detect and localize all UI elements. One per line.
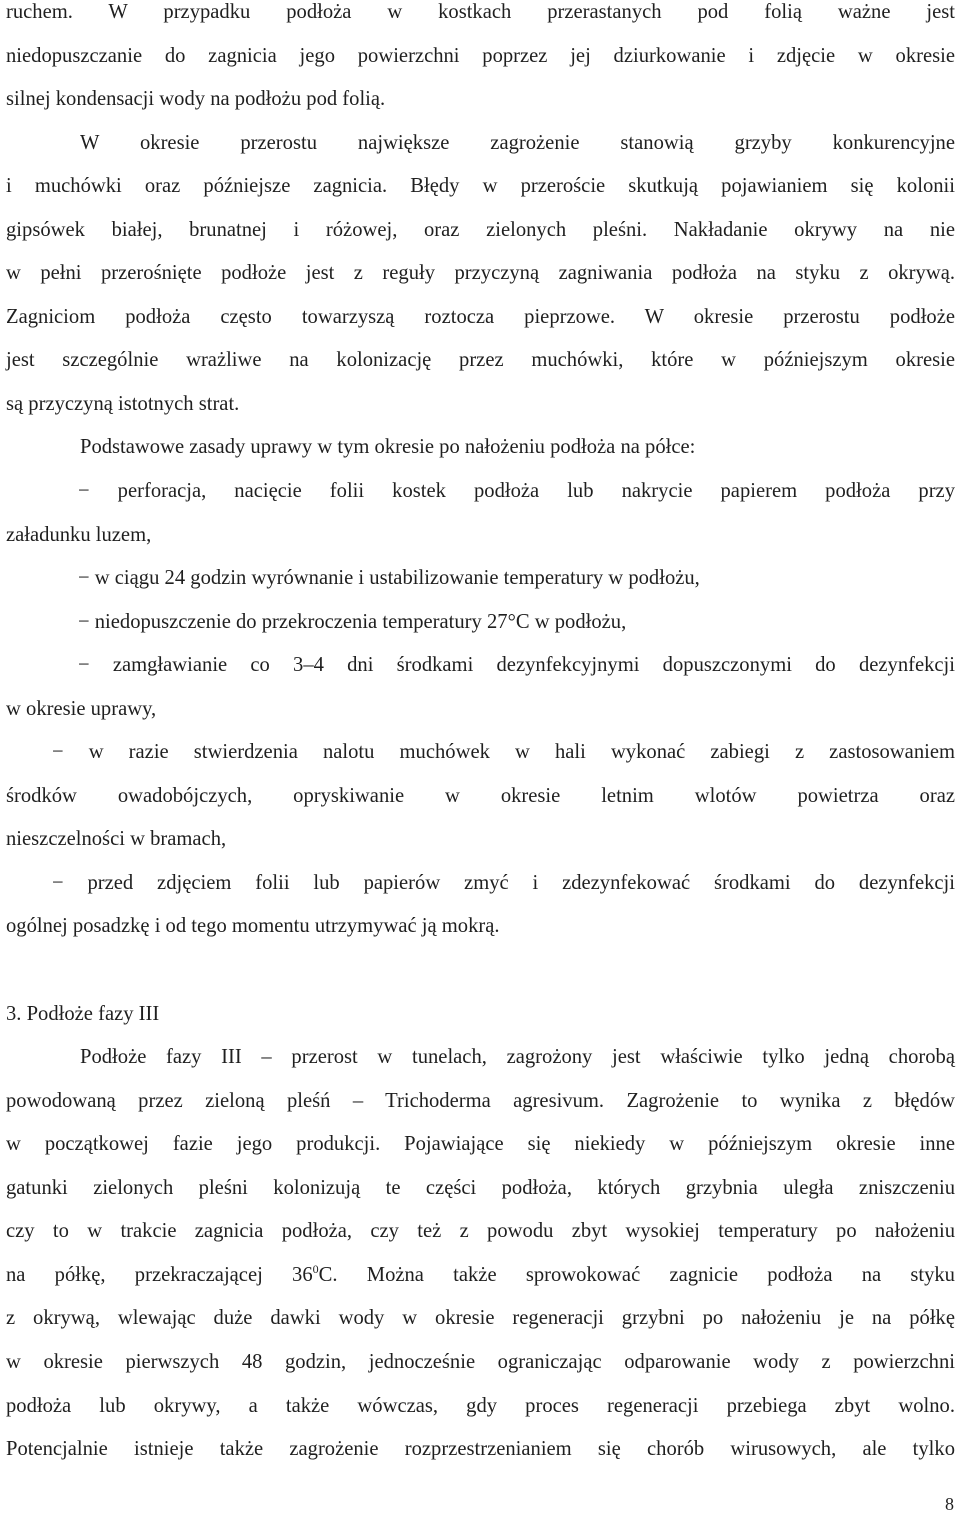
text-line: powodowaną przez zieloną pleśń – Trichoderma agresivum. Zagrożenie to wynika z błędów [6,1089,955,1112]
list-item: − w razie stwierdzenia nalotu muchówek w hali wykonać zabiegi z zastosowaniem [52,741,955,764]
list-item-continuation: nieszczelności w bramach, [6,828,227,851]
text-line: ruchem. W przypadku podłoża w kostkach przerastanych pod folią ważne jest [6,1,955,23]
text-fragment: na półkę, przekraczającej 36 [6,1263,313,1286]
list-item-continuation: w okresie uprawy, [6,697,157,720]
rules-intro: Podstawowe zasady uprawy w tym okresie po nałożeniu podłoża na półce: [80,436,696,459]
text-line: gipsówek białej, brunatnej i różowej, oraz zielonych pleśni. Nakładanie okrywy na nie [6,218,955,241]
list-item: − przed zdjęciem folii lub papierów zmyć i zdezynfekować środkami do dezynfekcji [52,871,955,894]
text-line: W okresie przerostu największe zagrożenie stanowią grzyby konkurencyjne [80,131,955,154]
text-line: czy to w trakcie zagnicia podłoża, czy też z powodu zbyt wysokiej temperatury po nałożeniu [6,1220,955,1243]
list-item: − zamgławianie co 3–4 dni środkami dezynfekcyjnymi dopuszczonymi do dezynfekcji [78,654,955,677]
text-line [6,1254,955,1298]
text-line: podłoża lub okrywy, a także wówczas, gdy proces regeneracji przebiega zbyt wolno. [6,1394,955,1417]
text-line: Potencjalnie istnieje także zagrożenie rozprzestrzenianiem się chorób wirusowych, ale tylko [6,1438,955,1461]
list-item-continuation: załadunku luzem, [6,523,152,546]
list-item-continuation: ogólnej posadzkę i od tego momentu utrzymywać ją mokrą. [6,915,500,938]
text-line: z okrywą, wlewając duże dawki wody w okresie regeneracji grzybni po nałożeniu je na półkę [6,1307,955,1330]
rules-list [6,426,955,949]
text-line: Podłoże fazy III – przerost w tunelach, zagrożony jest właściwie tylko jedną chorobą [80,1046,955,1069]
list-item: − w ciągu 24 godzin wyrównanie i ustabilizowanie temperatury w podłożu, [78,567,700,590]
document-page [6,0,955,1472]
list-item-continuation: środków owadobójczych, opryskiwanie w okresie letnim wlotów powietrza oraz [6,784,955,807]
paragraph-faza-iii [6,1036,955,1471]
superscript: 0 [312,1261,319,1276]
text-line: Zagniciom podłoża często towarzyszą roztocza pieprzowe. W okresie przerostu podłoże [6,305,955,328]
section-heading: 3. Podłoże fazy III [6,1002,160,1025]
list-item: − niedopuszczenie do przekroczenia temperatury 27°C w podłożu, [78,610,627,633]
text-line: są przyczyną istotnych strat. [6,392,240,415]
text-line: w początkowej fazie jego produkcji. Pojawiające się niekiedy w późniejszym okresie inne [6,1133,955,1156]
paragraph-kondensacja [6,0,955,122]
page-number: 8 [945,1494,954,1514]
text-line: w pełni przerośnięte podłoże jest z reguły przyczyną zagniwania podłoża na styku z okrywą. [6,262,955,285]
text-line: w okresie pierwszych 48 godzin, jednocześnie ograniczając odparowanie wody z powierzchni [6,1350,955,1373]
text-line: i muchówki oraz późniejsze zagnicia. Błędy w przeroście skutkują pojawianiem się kolonii [6,175,955,198]
spacer [6,949,955,993]
paragraph-przerost [6,122,955,427]
text-line: gatunki zielonych pleśni kolonizują te części podłoża, których grzybnia uległa zniszczeniu [6,1176,955,1199]
text-fragment: C. Można także sprowokować zagnicie podłoża na styku [318,1263,955,1286]
list-item: − perforacja, nacięcie folii kostek podłoża lub nakrycie papierem podłoża przy [78,480,955,503]
text-line: niedopuszczanie do zagnicia jego powierzchni poprzez jej dziurkowanie i zdjęcie w okresie [6,44,955,67]
text-line: jest szczególnie wrażliwe na kolonizację przez muchówki, które w późniejszym okresie [6,349,955,372]
text-line: silnej kondensacji wody na podłożu pod folią. [6,88,386,111]
